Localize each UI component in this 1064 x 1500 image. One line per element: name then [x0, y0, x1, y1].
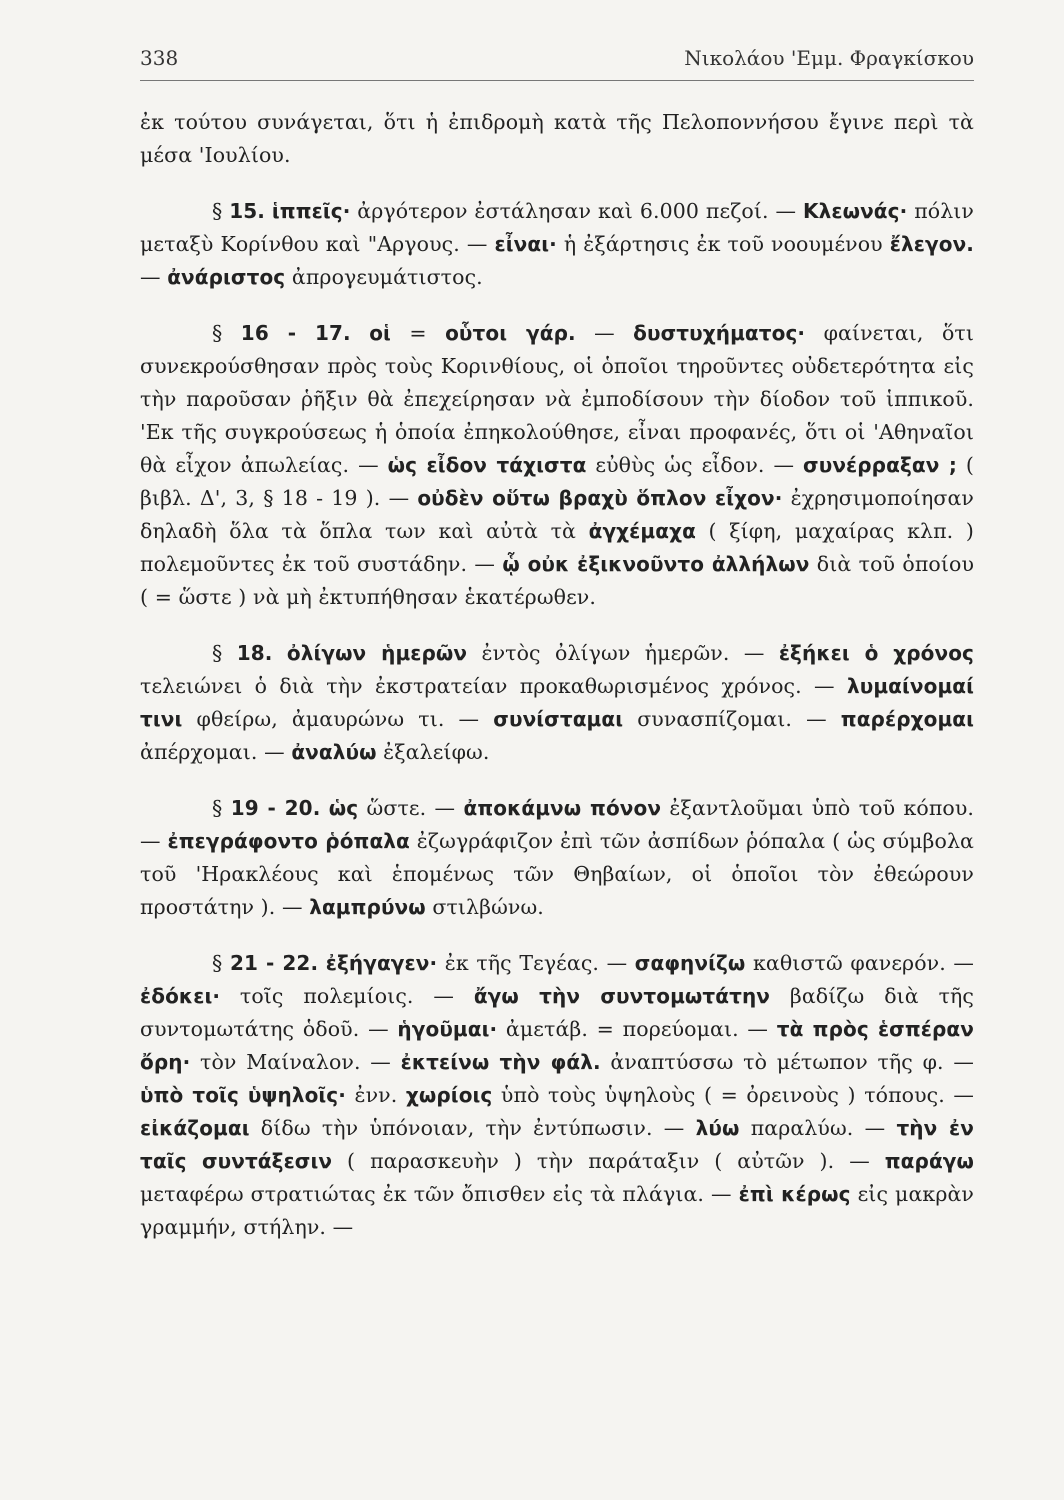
- lemma-term: λαμπρύνω: [309, 895, 426, 919]
- gloss-text: ἐντὸς ὀλίγων ἡμερῶν. —: [467, 641, 779, 665]
- gloss-text: ἐκ τούτου συνάγεται, ὅτι ἡ ἐπιδρομὴ κατὰ τῆς Πελοποννήσου ἔγινε περὶ τὰ μέσα 'Ιουλίου.: [140, 110, 974, 167]
- gloss-text: παραλύω. —: [739, 1116, 897, 1140]
- gloss-text: §: [212, 951, 230, 975]
- gloss-text: ὥστε. —: [358, 796, 464, 820]
- gloss-text: §: [212, 796, 231, 820]
- gloss-text: ἀργότερον ἐστάλησαν καὶ 6.000 πεζοί. —: [350, 199, 803, 223]
- lemma-term: σαφηνίζω: [634, 951, 746, 975]
- gloss-text: §: [212, 199, 230, 223]
- lemma-term: ᾧ οὐκ ἐξικνοῦντο ἀλλήλων: [502, 552, 810, 576]
- gloss-text: ἐκ τῆς Τεγέας. —: [437, 951, 635, 975]
- lemma-term: παράγω: [884, 1149, 974, 1173]
- gloss-text: [265, 199, 272, 223]
- lemma-term: οὗτοι γάρ.: [445, 321, 576, 345]
- gloss-text: [351, 321, 369, 345]
- lemma-term: τὴν ἐν ταῖς συντάξεσιν: [140, 1116, 974, 1173]
- gloss-text: §: [212, 321, 241, 345]
- lemma-term: λυμαίνομαί τινι: [140, 674, 974, 731]
- gloss-text: ἡ ἐξάρτησις ἐκ τοῦ νοουμένου: [556, 232, 890, 256]
- gloss-text: φθείρω, ἀμαυρώνω τι. —: [182, 707, 494, 731]
- lemma-term: ἀνάριστος: [167, 265, 286, 289]
- lemma-term: ἐπεγράφοντο ῥόπαλα: [167, 829, 410, 853]
- gloss-text: ἀναπτύσσω τὸ μέτωπον τῆς φ. —: [600, 1050, 974, 1074]
- page-header: [140, 46, 974, 70]
- gloss-text: συνασπίζομαι. —: [623, 707, 841, 731]
- gloss-text: ἀπρογευμάτιστος.: [285, 265, 483, 289]
- paragraph-section-15: [140, 195, 974, 294]
- gloss-text: τελειώνει ὁ διὰ τὴν ἐκστρατείαν προκαθωρισμένος χρόνος. —: [140, 674, 847, 698]
- paragraph-section-21-22: [140, 947, 974, 1244]
- lemma-term: ἀγχέμαχα: [588, 519, 696, 543]
- gloss-text: πόλιν μεταξὺ Κορίνθου καὶ "Αργους. —: [140, 199, 974, 256]
- gloss-text: [320, 796, 328, 820]
- lemma-term: λύω: [695, 1116, 740, 1140]
- lemma-term: δυστυχήματος·: [633, 321, 806, 345]
- gloss-text: τοῖς πολεμίοις. —: [220, 984, 474, 1008]
- gloss-text: στιλβώνω.: [425, 895, 544, 919]
- lemma-term: ἐξήκει ὁ χρόνος: [778, 641, 975, 665]
- gloss-text: διὰ τοῦ ὁποίου ( = ὥστε ) νὰ μὴ ἐκτυπήθησαν ἑκατέρωθεν.: [140, 552, 975, 609]
- gloss-text: εὐθὺς ὡς εἶδον. —: [586, 453, 804, 477]
- lemma-term: 16 - 17.: [240, 321, 351, 345]
- paragraph-section-19-20: [140, 792, 974, 924]
- gloss-text: ἀπέρχομαι. —: [140, 740, 292, 764]
- lemma-term: εἶναι·: [494, 232, 557, 256]
- lemma-term: ἱππεῖς·: [271, 199, 351, 223]
- header-rule: [140, 80, 974, 81]
- lemma-term: εἰκάζομαι: [140, 1116, 250, 1140]
- gloss-text: §: [212, 641, 237, 665]
- lemma-term: ἀναλύω: [291, 740, 377, 764]
- gloss-text: [318, 951, 326, 975]
- lemma-term: 15.: [229, 199, 265, 223]
- lemma-term: ὡς εἶδον τάχιστα: [387, 453, 587, 477]
- lemma-term: ἀποκάμνω πόνον: [463, 796, 662, 820]
- lemma-term: ἄγω τὴν συντομωτάτην: [473, 984, 771, 1008]
- gloss-text: τὸν Μαίναλον. —: [190, 1050, 401, 1074]
- gloss-text: εἰς μακρὰν γραμμήν, στήλην. —: [140, 1182, 974, 1239]
- page-body: [140, 106, 974, 1267]
- lemma-term: 18.: [236, 641, 273, 665]
- lemma-term: 21 - 22.: [229, 951, 319, 975]
- lemma-term: ἐξήγαγεν·: [325, 951, 438, 975]
- gloss-text: μεταφέρω στρατιώτας ἐκ τῶν ὄπισθεν εἰς τὰ πλάγια. —: [140, 1182, 739, 1206]
- gloss-text: φαίνεται, ὅτι συνεκρούσθησαν πρὸς τοὺς Κορινθίους, οἱ ὁποῖοι τηροῦντες οὐδετερότητα εἰς τὴν παροῦσαν ῥῆξιν θὰ ἐπεχείρησαν νὰ ἐμποδίσουν τὴν δίοδον τοῦ ἱππικοῦ. 'Εκ τῆς συγκρούσεως ἡ ὁποία ἐπηκολούθησε, εἶναι προφανές, ὅτι οἱ 'Αθηναῖοι θὰ εἶχον ἀπωλείας. —: [140, 321, 974, 477]
- gloss-text: ( παρασκευὴν ) τὴν παράταξιν ( αὐτῶν ). —: [332, 1149, 885, 1173]
- gloss-text: ἐξαλείφω.: [376, 740, 490, 764]
- gloss-text: ( βιβλ. Δ', 3, § 18 - 19 ). —: [140, 453, 974, 510]
- lemma-term: χωρίοις: [405, 1083, 493, 1107]
- gloss-text: καθιστῶ φανερόν. —: [745, 951, 974, 975]
- gloss-text: —: [140, 265, 168, 289]
- gloss-text: βαδίζω διὰ τῆς συντομωτάτης ὁδοῦ. —: [140, 984, 974, 1041]
- gloss-text: ἐνν.: [345, 1083, 406, 1107]
- lemma-term: ἔλεγον.: [889, 232, 974, 256]
- gloss-text: =: [390, 321, 446, 345]
- lemma-term: ὀλίγων ἡμερῶν: [286, 641, 468, 665]
- lemma-term: ἐδόκει·: [140, 984, 221, 1008]
- running-title: Νικολάου 'Εμμ. Φραγκίσκου: [684, 46, 974, 70]
- gloss-text: ( ξίφη, μαχαίρας κλπ. ) πολεμοῦντες ἐκ τοῦ συστάδην. —: [140, 519, 974, 576]
- lemma-term: ὑπὸ τοῖς ὑψηλοῖς·: [140, 1083, 346, 1107]
- gloss-text: ἐχρησιμοποίησαν δηλαδὴ ὅλα τὰ ὅπλα των καὶ αὐτὰ τὰ: [140, 486, 974, 543]
- page-number: 338: [140, 46, 179, 70]
- lemma-term: τὰ πρὸς ἑσπέραν ὄρη·: [140, 1017, 974, 1074]
- gloss-text: —: [575, 321, 634, 345]
- lemma-term: συνέρραξαν ;: [803, 453, 957, 477]
- gloss-text: ἐξαντλοῦμαι ὑπὸ τοῦ κόπου. —: [140, 796, 975, 853]
- lemma-term: ἐπὶ κέρως: [738, 1182, 851, 1206]
- lemma-term: οὐδὲν οὕτω βραχὺ ὅπλον εἶχον·: [417, 486, 783, 510]
- gloss-text: ἀμετάβ. = πορεύομαι. —: [497, 1017, 777, 1041]
- paragraph-intro: [140, 106, 974, 172]
- lemma-term: Κλεωνάς·: [803, 199, 908, 223]
- paragraph-section-16-17: [140, 317, 974, 614]
- lemma-term: 19 - 20.: [230, 796, 321, 820]
- lemma-term: ἡγοῦμαι·: [397, 1017, 498, 1041]
- gloss-text: δίδω τὴν ὑπόνοιαν, τὴν ἐντύπωσιν. —: [249, 1116, 696, 1140]
- lemma-term: συνίσταμαι: [493, 707, 624, 731]
- lemma-term: ὡς: [328, 796, 359, 820]
- gloss-text: ὑπὸ τοὺς ὑψηλοὺς ( = ὀρεινοὺς ) τόπους. —: [492, 1083, 974, 1107]
- paragraph-section-18: [140, 637, 974, 769]
- lemma-term: οἱ: [369, 321, 391, 345]
- lemma-term: παρέρχομαι: [840, 707, 974, 731]
- gloss-text: [272, 641, 286, 665]
- lemma-term: ἐκτείνω τὴν φάλ.: [400, 1050, 601, 1074]
- gloss-text: ἐζωγράφιζον ἐπὶ τῶν ἀσπίδων ῥόπαλα ( ὡς σύμβολα τοῦ 'Ηρακλέους καὶ ἑπομένως τῶν Θηβαίων, οἱ ὁποῖοι τὸν ἐθεώρουν προστάτην ). —: [140, 829, 974, 919]
